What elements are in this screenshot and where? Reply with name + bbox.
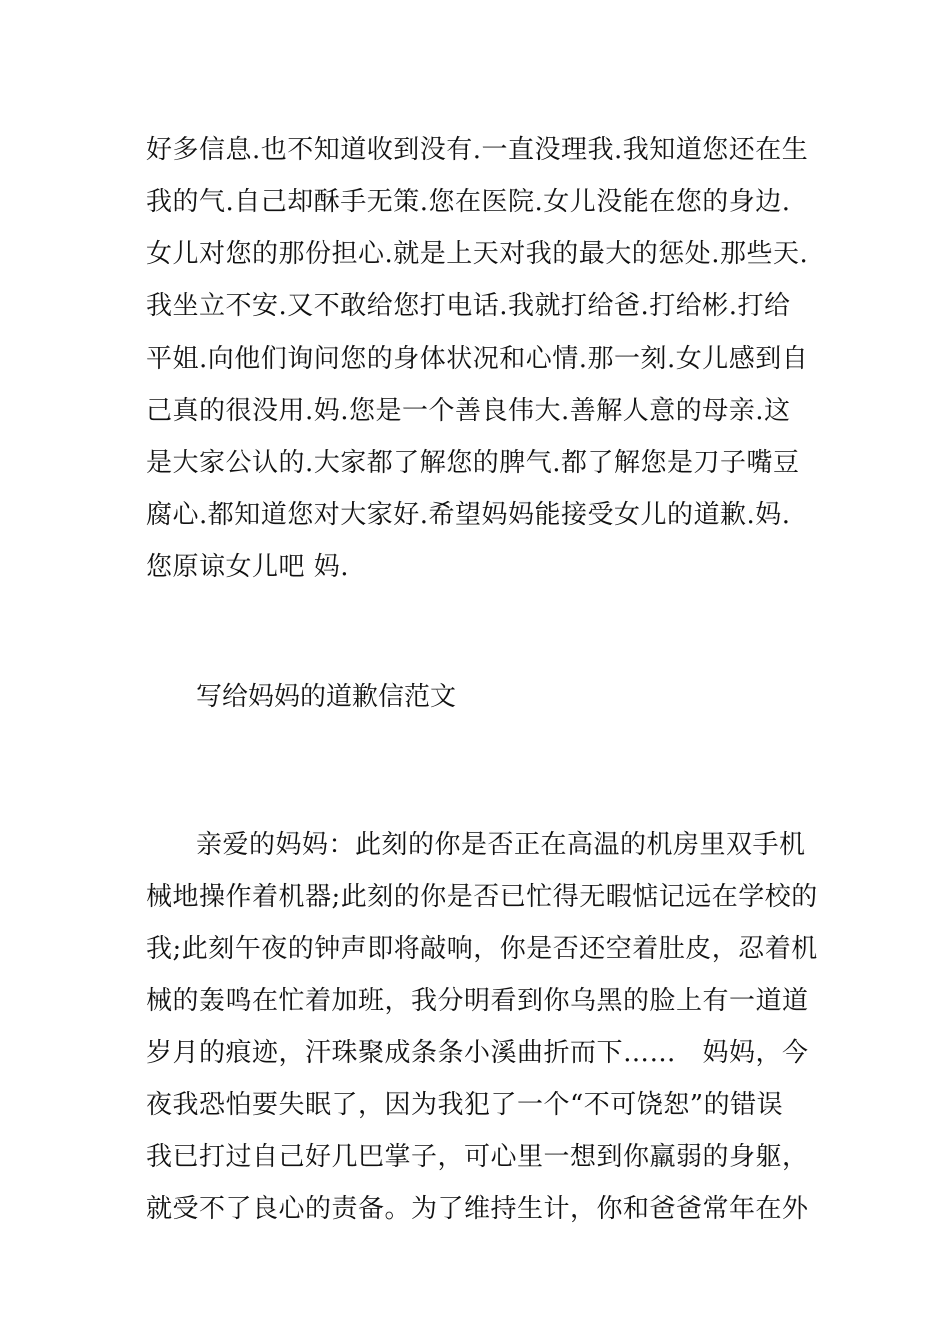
text-line: 我坐立不安.又不敢给您打电话.我就打给爸.打给彬.打给: [146, 291, 791, 321]
text-line: 我;此刻午夜的钟声即将敲响，你是否还空着肚皮，忍着机: [146, 934, 818, 964]
text-line: 好多信息.也不知道收到没有.一直没理我.我知道您还在生: [146, 135, 809, 165]
text-line: 岁月的痕迹，汗珠聚成条条小溪曲折而下…… 妈妈，今: [146, 1038, 809, 1068]
text-line: 亲爱的妈妈：此刻的你是否正在高温的机房里双手机: [196, 830, 806, 860]
text-line: 女儿对您的那份担心.就是上天对我的最大的惩处.那些天.: [146, 239, 809, 269]
text-line: 腐心.都知道您对大家好.希望妈妈能接受女儿的道歉.妈.: [146, 500, 791, 530]
text-line: 我的气.自己却酥手无策.您在医院.女儿没能在您的身边.: [146, 187, 791, 217]
text-line: 是大家公认的.大家都了解您的脾气.都了解您是刀子嘴豆: [146, 448, 800, 478]
text-line: 我已打过自己好几巴掌子，可心里一想到你羸弱的身躯，: [146, 1142, 809, 1172]
section-title: 写给妈妈的道歉信范文: [196, 682, 457, 712]
text-line: 夜我恐怕要失眠了，因为我犯了一个“不可饶恕”的错误: [146, 1090, 784, 1120]
text-line: 您原谅女儿吧 妈.: [146, 552, 350, 582]
text-line: 械地操作着机器;此刻的你是否已忙得无暇惦记远在学校的: [146, 882, 818, 912]
text-line: 就受不了良心的责备。为了维持生计，你和爸爸常年在外: [146, 1194, 809, 1224]
text-line: 械的轰鸣在忙着加班，我分明看到你乌黑的脸上有一道道: [146, 986, 809, 1016]
text-line: 己真的很没用.妈.您是一个善良伟大.善解人意的母亲.这: [146, 396, 791, 426]
text-line: 平姐.向他们询问您的身体状况和心情.那一刻.女儿感到自: [146, 344, 809, 374]
